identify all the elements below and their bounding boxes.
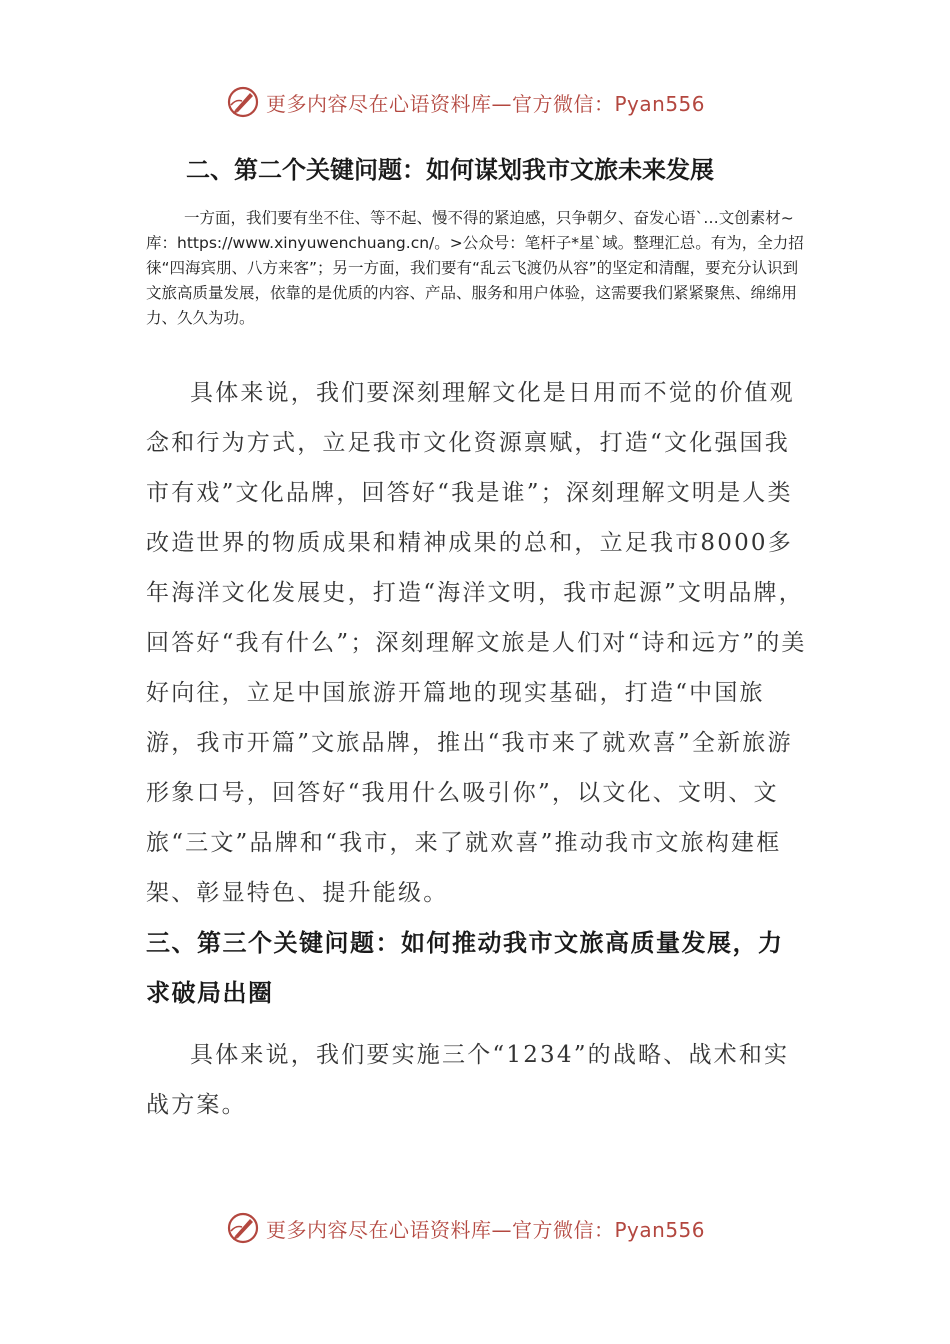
- quill-pen-logo-icon: [226, 85, 260, 119]
- header-banner: [226, 84, 726, 120]
- section3-body-paragraph: 具体来说，我们要实施三个“1234”的战略、战术和实战方案。: [146, 1042, 790, 1118]
- section3-title: 三、第三个关键问题：如何推动我市文旅高质量发展，力求破局出圈: [146, 929, 784, 1007]
- quill-pen-logo-icon: [226, 1211, 260, 1245]
- header-banner-text: 更多内容尽在心语资料库—官方微信：Pyan556: [266, 91, 706, 116]
- section2-intro-paragraph: 一方面，我们要有坐不住、等不起、慢不得的紧迫感，只争朝夕、奋发心语`…文创素材~库：https://www.xinyuwenchuang.cn/。>公众号：笔杆子*星`域。整理汇总。有为，全力招徕“四海宾朋、八方来客”；另一方面，我们要有“乱云飞渡仍从容”的坚定和清醒，要充分认识到文旅高质量发展，依靠的是优质的内容、产品、服务和用户体验，这需要我们紧紧聚焦、绵绵用力、久久为功。: [146, 209, 804, 327]
- footer-wechat-id: Pyan556: [614, 1217, 706, 1242]
- header-wechat-id: Pyan556: [614, 91, 706, 116]
- section2-body-paragraph: 具体来说，我们要深刻理解文化是日用而不觉的价值观念和行为方式，立足我市文化资源禀赋，打造“文化强国我市有戏”文化品牌，回答好“我是谁”；深刻理解文明是人类改造世界的物质成果和精神成果的总和，立足我市8000多年海洋文化发展史，打造“海洋文明，我市起源”文明品牌，回答好“我有什么”；深刻理解文旅是人们对“诗和远方”的美好向往，立足中国旅游开篇地的现实基础，打造“中国旅游，我市开篇”文旅品牌，推出“我市来了就欢喜”全新旅游形象口号，回答好“我用什么吸引你”，以文化、文明、文旅“三文”品牌和“我市，来了就欢喜”推动我市文旅构建框架、彰显特色、提升能级。: [146, 380, 807, 906]
- footer-banner-text: 更多内容尽在心语资料库—官方微信：Pyan556: [266, 1217, 706, 1242]
- section2-title: 二、第二个关键问题：如何谋划我市文旅未来发展: [186, 156, 714, 184]
- footer-banner: [226, 1210, 726, 1246]
